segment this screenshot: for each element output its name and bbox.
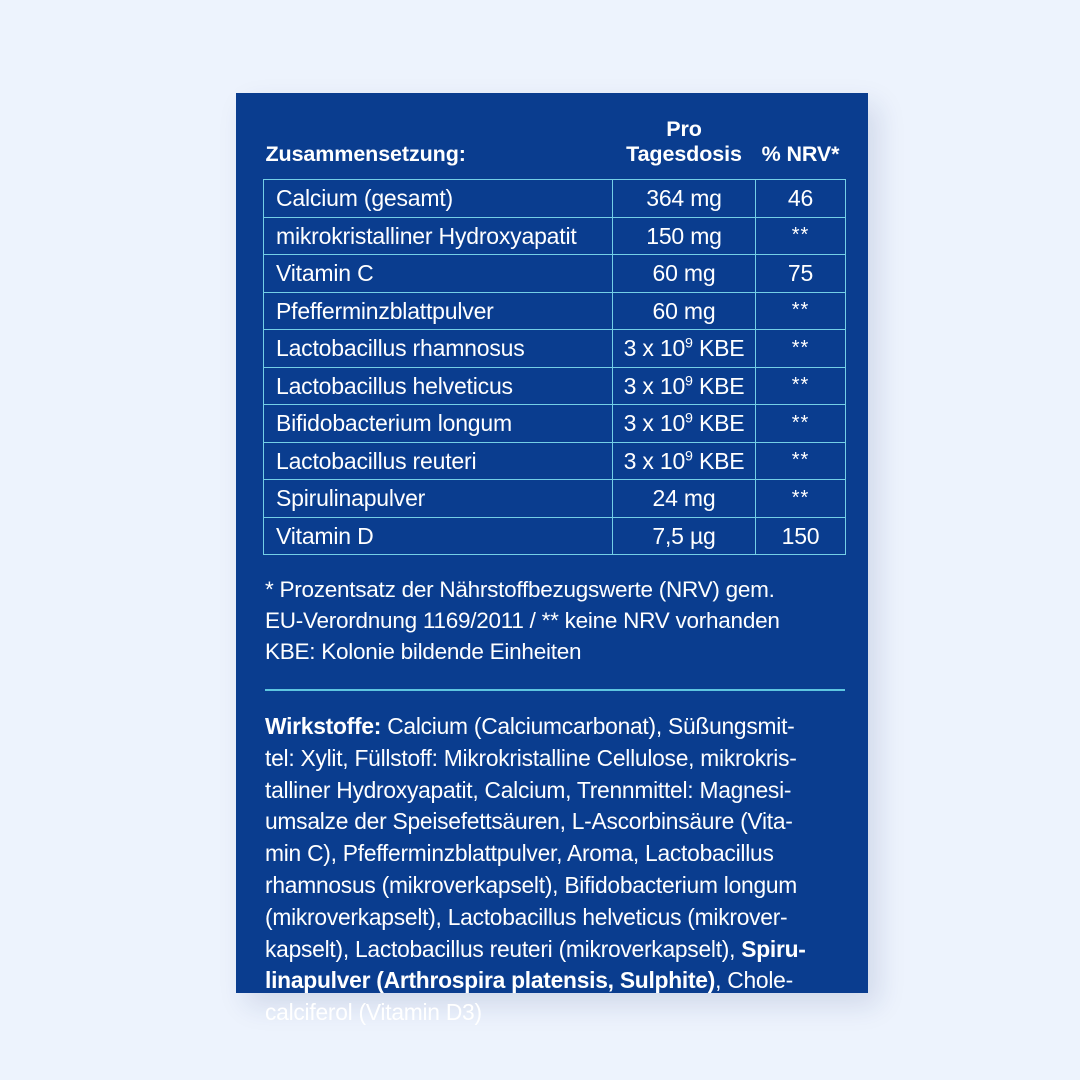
- cell-nrv-not-available: **: [756, 330, 846, 368]
- cell-nrv-not-available: **: [756, 405, 846, 443]
- ingredients-line-9-bold: linapulver (Arthrospira platensis, Sulphite): [265, 967, 716, 994]
- ingredients-line-9-plain: , Chole-: [715, 967, 793, 994]
- cell-dose-value: 60 mg: [613, 255, 756, 293]
- cell-ingredient-name: Bifidobacterium longum: [264, 405, 613, 443]
- dose-exponent: 9: [685, 410, 693, 427]
- cell-ingredient-name: Spirulinapulver: [264, 480, 613, 518]
- cell-dose-value: 364 mg: [613, 180, 756, 218]
- ingredients-line-6: rhamnosus (mikroverkapselt), Bifidobacterium longum: [265, 871, 798, 898]
- column-header-per-daily-dose: Pro Tagesdosis: [626, 117, 742, 166]
- cell-nrv-not-available: **: [756, 442, 846, 480]
- section-divider: [265, 689, 845, 691]
- cell-dose-value: 7,5 µg: [613, 517, 756, 555]
- cell-nrv-not-available: **: [756, 217, 846, 255]
- cell-ingredient-name: Vitamin C: [264, 255, 613, 293]
- nutrition-table: [263, 111, 846, 555]
- cell-dose-value: 150 mg: [613, 217, 756, 255]
- column-header-percent-nrv: % NRV*: [761, 142, 840, 166]
- label-content: [263, 111, 845, 1029]
- cell-nrv-not-available: **: [756, 292, 846, 330]
- ingredients-line-8: [265, 934, 847, 966]
- cell-ingredient-name: Calcium (gesamt): [264, 180, 613, 218]
- cell-nrv-not-available: **: [756, 367, 846, 405]
- dose-exponent: 9: [685, 373, 693, 390]
- table-row: [264, 517, 846, 555]
- ingredients-line-8-bold: Spiru-: [741, 935, 806, 962]
- ingredients-line-10: calciferol (Vitamin D3): [265, 999, 482, 1026]
- dose-exponent: 9: [685, 448, 693, 465]
- ingredients-line-2: tel: Xylit, Füllstoff: Mikrokristalline Cellulose, mikrokris-: [265, 744, 797, 771]
- ingredients-line-7: (mikroverkapselt), Lactobacillus helveticus (mikrover-: [265, 903, 788, 930]
- table-row: [264, 367, 846, 405]
- ingredients-line-5: min C), Pfefferminzblattpulver, Aroma, Lactobacillus: [265, 840, 774, 867]
- table-row: [264, 255, 846, 293]
- footnote-line-2: EU-Verordnung 1169/2011 / ** keine NRV vorhanden: [265, 608, 780, 633]
- cell-ingredient-name: mikrokristalliner Hydroxyapatit: [264, 217, 613, 255]
- ingredients-paragraph: [263, 711, 847, 1029]
- table-row: [264, 180, 846, 218]
- footnotes: [263, 574, 845, 667]
- ingredients-line-1-rest: Calcium (Calciumcarbonat), Süßungsmit-: [381, 713, 795, 739]
- column-header-composition: Zusammensetzung:: [265, 142, 466, 166]
- footnote-line-1: * Prozentsatz der Nährstoffbezugswerte (NRV) gem.: [265, 577, 775, 602]
- footnote-line-3: KBE: Kolonie bildende Einheiten: [265, 639, 582, 664]
- cell-ingredient-name: Lactobacillus helveticus: [264, 367, 613, 405]
- cell-nrv-value: 46: [756, 180, 846, 218]
- cell-dose-value: 3 x $10^9$ KBE: [613, 405, 756, 443]
- cell-dose-value: 3 x $10^9$ KBE: [613, 367, 756, 405]
- ingredients-line-4: umsalze der Speisefettsäuren, L-Ascorbinsäure (Vita-: [265, 808, 793, 835]
- ingredients-line-8-plain: kapselt), Lactobacillus reuteri (mikroverkapselt),: [265, 935, 742, 962]
- cell-ingredient-name: Vitamin D: [264, 517, 613, 555]
- cell-dose-value: 24 mg: [613, 480, 756, 518]
- ingredients-line-3: talliner Hydroxyapatit, Calcium, Trennmittel: Magnesi-: [265, 776, 792, 803]
- cell-ingredient-name: Lactobacillus rhamnosus: [264, 330, 613, 368]
- table-row: [264, 442, 846, 480]
- table-row: [264, 405, 846, 443]
- table-header-row: [264, 111, 846, 180]
- nutrition-label-panel: [236, 93, 868, 1026]
- cell-ingredient-name: Pfefferminzblattpulver: [264, 292, 613, 330]
- cell-nrv-value: 150: [756, 517, 846, 555]
- ingredients-line-9: [265, 965, 847, 997]
- cell-nrv-value: 75: [756, 255, 846, 293]
- ingredients-label: Wirkstoffe:: [265, 713, 382, 739]
- table-header: [264, 111, 846, 180]
- table-body: [264, 180, 846, 555]
- dose-exponent: 9: [685, 335, 693, 352]
- table-row: [264, 330, 846, 368]
- table-row: [264, 217, 846, 255]
- cell-ingredient-name: Lactobacillus reuteri: [264, 442, 613, 480]
- ingredients-line-1: [265, 711, 847, 743]
- cell-dose-value: 3 x $10^9$ KBE: [613, 330, 756, 368]
- cell-dose-value: 3 x $10^9$ KBE: [613, 442, 756, 480]
- table-row: [264, 480, 846, 518]
- cell-nrv-not-available: **: [756, 480, 846, 518]
- cell-dose-value: 60 mg: [613, 292, 756, 330]
- table-row: [264, 292, 846, 330]
